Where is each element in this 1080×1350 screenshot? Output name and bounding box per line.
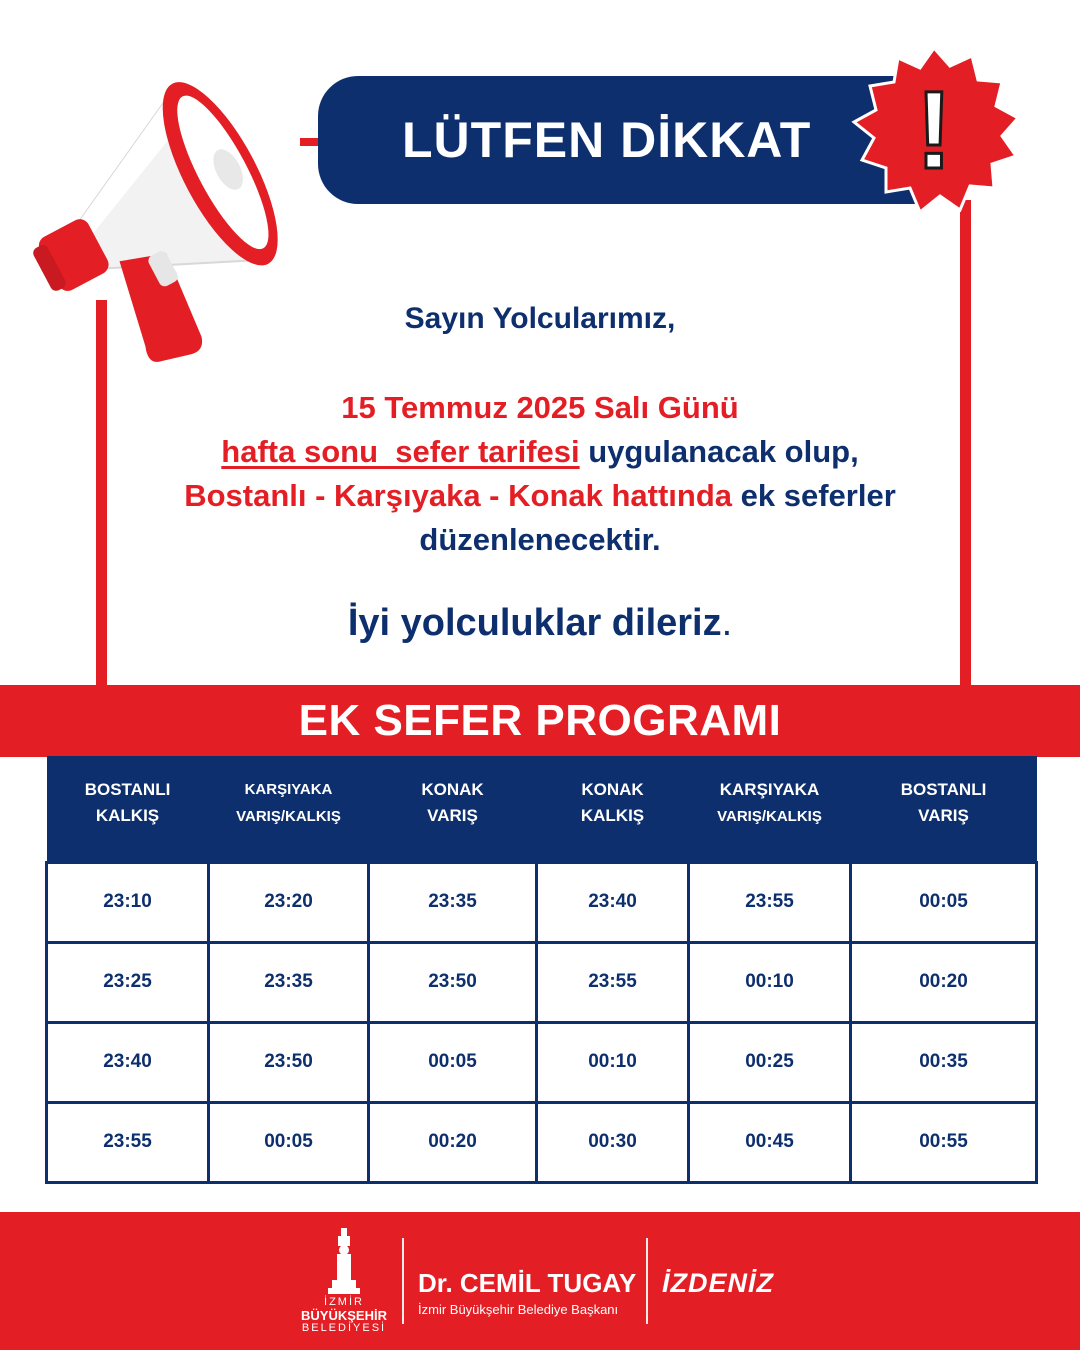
tariff-highlight: hafta sonu sefer tarifesi (221, 434, 580, 469)
column-header: KONAK VARIŞ (369, 756, 537, 862)
time-cell: 00:05 (209, 1102, 369, 1182)
table-row (47, 1022, 1037, 1102)
tariff-rest: uygulanacak olup, (579, 434, 859, 469)
mayor-name: Dr. CEMİL TUGAY (418, 1268, 637, 1298)
wish-end: . (721, 602, 733, 644)
column-header: BOSTANLI VARIŞ (851, 756, 1037, 862)
wish-text: İyi yolculuklar dileriz (347, 602, 722, 644)
program-bar (0, 685, 1080, 757)
time-cell: 23:35 (209, 942, 369, 1022)
column-header: KARŞIYAKA VARIŞ/KALKIŞ (209, 756, 369, 862)
mayor-role: İzmir Büyükşehir Belediye Başkanı (418, 1302, 619, 1317)
column-header: KONAK KALKIŞ (537, 756, 689, 862)
column-header: BOSTANLI KALKIŞ (47, 756, 209, 862)
time-cell: 00:05 (369, 1022, 537, 1102)
clock-tower-icon (326, 1228, 362, 1294)
table-row (47, 862, 1037, 942)
route-rest: ek seferler (732, 478, 896, 513)
time-cell: 00:45 (689, 1102, 851, 1182)
page-title: LÜTFEN DİKKAT (402, 112, 812, 168)
time-cell: 00:55 (851, 1102, 1037, 1182)
route-line (0, 474, 1080, 518)
time-cell: 23:55 (537, 942, 689, 1022)
table-row (47, 942, 1037, 1022)
logo-text-top: İZMİR (324, 1296, 364, 1308)
time-cell: 00:25 (689, 1022, 851, 1102)
arrangement-line: düzenlenecektir. (419, 522, 661, 557)
time-cell: 23:55 (689, 862, 851, 942)
time-cell: 00:30 (537, 1102, 689, 1182)
time-cell: 23:40 (537, 862, 689, 942)
time-cell: 00:05 (851, 862, 1037, 942)
date-line: 15 Temmuz 2025 Salı Günü (341, 390, 739, 425)
footer-divider (402, 1238, 404, 1324)
municipality-logo (296, 1228, 392, 1338)
time-cell: 23:50 (369, 942, 537, 1022)
schedule-table (45, 756, 1038, 1184)
column-header: KARŞIYAKA VARIŞ/KALKIŞ (689, 756, 851, 862)
time-cell: 23:20 (209, 862, 369, 942)
table-header-row (47, 756, 1037, 862)
time-cell: 23:10 (47, 862, 209, 942)
izdeniz-logo: İZDENİZ (662, 1268, 774, 1298)
route-highlight: Bostanlı - Karşıyaka - Konak hattında (184, 478, 733, 513)
tariff-line (0, 430, 1080, 474)
time-cell: 00:20 (369, 1102, 537, 1182)
time-cell: 23:25 (47, 942, 209, 1022)
time-cell: 23:35 (369, 862, 537, 942)
header-banner (318, 76, 918, 204)
logo-text-middle: BÜYÜKŞEHİR (301, 1308, 387, 1323)
exclamation-badge-icon (846, 44, 1022, 220)
badge-symbol: ! (915, 69, 953, 192)
table-row (47, 1102, 1037, 1182)
footer (0, 1212, 1080, 1350)
time-cell: 23:50 (209, 1022, 369, 1102)
time-cell: 23:55 (47, 1102, 209, 1182)
time-cell: 00:10 (537, 1022, 689, 1102)
logo-text-bottom: BELEDİYESİ (301, 1322, 387, 1334)
time-cell: 00:10 (689, 942, 851, 1022)
time-cell: 00:35 (851, 1022, 1037, 1102)
time-cell: 23:40 (47, 1022, 209, 1102)
wish-line (0, 602, 1080, 645)
program-title: EK SEFER PROGRAMI (298, 696, 782, 745)
time-cell: 00:20 (851, 942, 1037, 1022)
greeting: Sayın Yolcularımız, (404, 302, 676, 335)
footer-divider (646, 1238, 648, 1324)
